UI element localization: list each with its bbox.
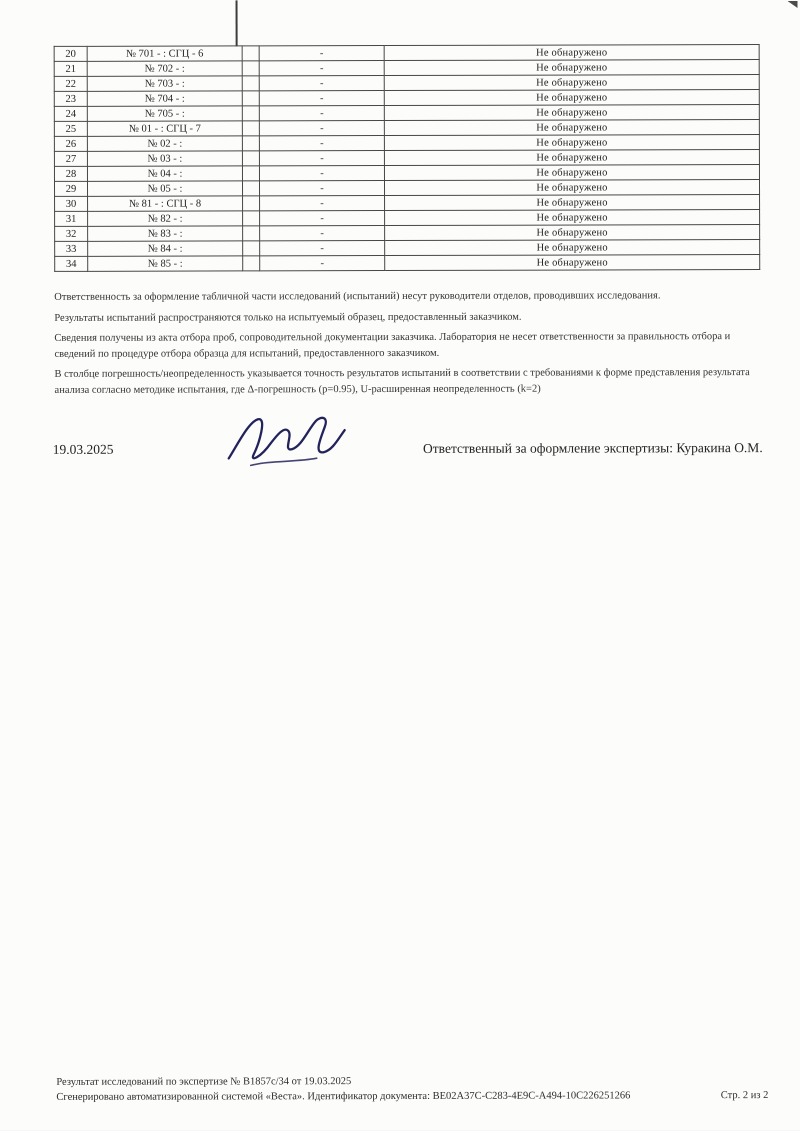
footer-generated-line: Сгенерировано автоматизированной системой «Веста». Идентификатор документа: ВЕ02А37С-С283-4Е9С-А494-10С226251266: [56, 1089, 631, 1103]
spacer-cell: [242, 76, 259, 91]
signature: [221, 410, 351, 474]
sample-id: № 82 - :: [88, 211, 243, 226]
result-value: Не обнаружено: [384, 120, 759, 136]
sample-id: № 703 - :: [87, 76, 242, 91]
results-table-body: [54, 45, 760, 272]
row-number: 23: [54, 91, 87, 106]
result-value: Не обнаружено: [385, 240, 760, 256]
value-dash: -: [260, 226, 385, 241]
row-number: 33: [55, 241, 88, 256]
page-number: Стр. 2 из 2: [720, 1089, 769, 1101]
row-number: 24: [54, 106, 87, 121]
results-table: [54, 44, 761, 272]
spacer-cell: [242, 151, 259, 166]
spacer-cell: [242, 46, 259, 61]
result-value: Не обнаружено: [384, 45, 759, 61]
row-number: 31: [55, 211, 88, 226]
sample-id: № 85 - :: [88, 256, 243, 271]
sample-id: № 02 - :: [87, 136, 242, 151]
row-number: 25: [54, 121, 87, 136]
spacer-cell: [242, 61, 259, 76]
spacer-cell: [242, 166, 259, 181]
value-dash: -: [260, 211, 385, 226]
table-continuation-line: [236, 0, 238, 46]
row-number: 30: [55, 196, 88, 211]
sample-id: № 701 - : СГЦ - 6: [87, 46, 242, 61]
spacer-cell: [243, 226, 260, 241]
result-value: Не обнаружено: [385, 195, 760, 211]
notes: [54, 288, 762, 403]
note-paragraph: Результаты испытаний распространяются только на испытуемый образец, предоставленный заказчиком.: [54, 311, 522, 324]
result-value: Не обнаружено: [384, 135, 759, 151]
row-number: 28: [54, 166, 87, 181]
spacer-cell: [242, 121, 259, 136]
value-dash: -: [259, 106, 384, 121]
table-row: [55, 255, 760, 272]
sample-id: № 81 - : СГЦ - 8: [88, 196, 243, 211]
value-dash: -: [259, 181, 384, 196]
row-number: 26: [54, 136, 87, 151]
row-number: 29: [54, 181, 87, 196]
row-number: 21: [54, 61, 87, 76]
note-paragraph: Сведения получены из акта отбора проб, сопроводительной документации заказчика. Лаборатория не несет ответственности за правильность отбора и сведений по процедуре отбора образца для испытаний, предоставленного заказчиком.: [54, 331, 731, 360]
sample-id: № 05 - :: [87, 181, 242, 196]
row-number: 27: [54, 151, 87, 166]
value-dash: -: [259, 46, 384, 61]
spacer-cell: [242, 181, 259, 196]
spacer-cell: [243, 211, 260, 226]
value-dash: -: [259, 121, 384, 136]
value-dash: -: [260, 196, 385, 211]
result-value: Не обнаружено: [384, 105, 759, 121]
footer-text: [56, 1074, 630, 1105]
value-dash: -: [259, 91, 384, 106]
report-date: 19.03.2025: [52, 441, 114, 457]
value-dash: -: [259, 151, 384, 166]
footer-expertise-line: Результат исследований по экспертизе № В1857с/34 от 19.03.2025: [56, 1076, 352, 1088]
value-dash: -: [259, 61, 384, 76]
value-dash: -: [260, 241, 385, 256]
spacer-cell: [243, 241, 260, 256]
note-paragraph: Ответственность за оформление табличной части исследований (испытаний) несут руководители отделов, проводивших исследования.: [54, 290, 661, 303]
sample-id: № 702 - :: [87, 61, 242, 76]
spacer-cell: [243, 256, 260, 271]
spacer-cell: [242, 91, 259, 106]
sample-id: № 84 - :: [88, 241, 243, 256]
results-table-wrap: [54, 44, 761, 272]
sample-id: № 83 - :: [88, 226, 243, 241]
page-footer: [56, 1074, 768, 1105]
result-value: Не обнаружено: [384, 90, 759, 106]
row-number: 20: [54, 46, 87, 61]
sample-id: № 704 - :: [87, 91, 242, 106]
value-dash: -: [259, 136, 384, 151]
row-number: 34: [55, 256, 88, 271]
row-number: 22: [54, 76, 87, 91]
responsible-person: Ответственный за оформление экспертизы: Куракина О.М.: [422, 440, 763, 456]
spacer-cell: [242, 106, 259, 121]
result-value: Не обнаружено: [384, 180, 759, 196]
spacer-cell: [242, 136, 259, 151]
spacer-cell: [243, 196, 260, 211]
signature-row: [53, 435, 763, 463]
sample-id: № 01 - : СГЦ - 7: [87, 121, 242, 136]
note-paragraph: В столбце погрешность/неопределенность указывается точность результатов испытаний в соответствии с требованиями к форме представления результата анализа согласно методике испытания, где Δ-погрешность (p=0.95), U-расширенная неопределенность (k=2): [54, 367, 750, 396]
result-value: Не обнаружено: [385, 225, 760, 241]
value-dash: -: [260, 256, 385, 271]
sample-id: № 04 - :: [87, 166, 242, 181]
row-number: 32: [55, 226, 88, 241]
result-value: Не обнаружено: [384, 165, 759, 181]
result-value: Не обнаружено: [384, 150, 759, 166]
result-value: Не обнаружено: [385, 210, 760, 226]
sample-id: № 03 - :: [87, 151, 242, 166]
sample-id: № 705 - :: [87, 106, 242, 121]
value-dash: -: [259, 166, 384, 181]
scan-corner-artifact: [788, 1, 798, 8]
value-dash: -: [259, 76, 384, 91]
result-value: Не обнаружено: [385, 255, 760, 271]
result-value: Не обнаружено: [384, 60, 759, 76]
result-value: Не обнаружено: [384, 75, 759, 91]
